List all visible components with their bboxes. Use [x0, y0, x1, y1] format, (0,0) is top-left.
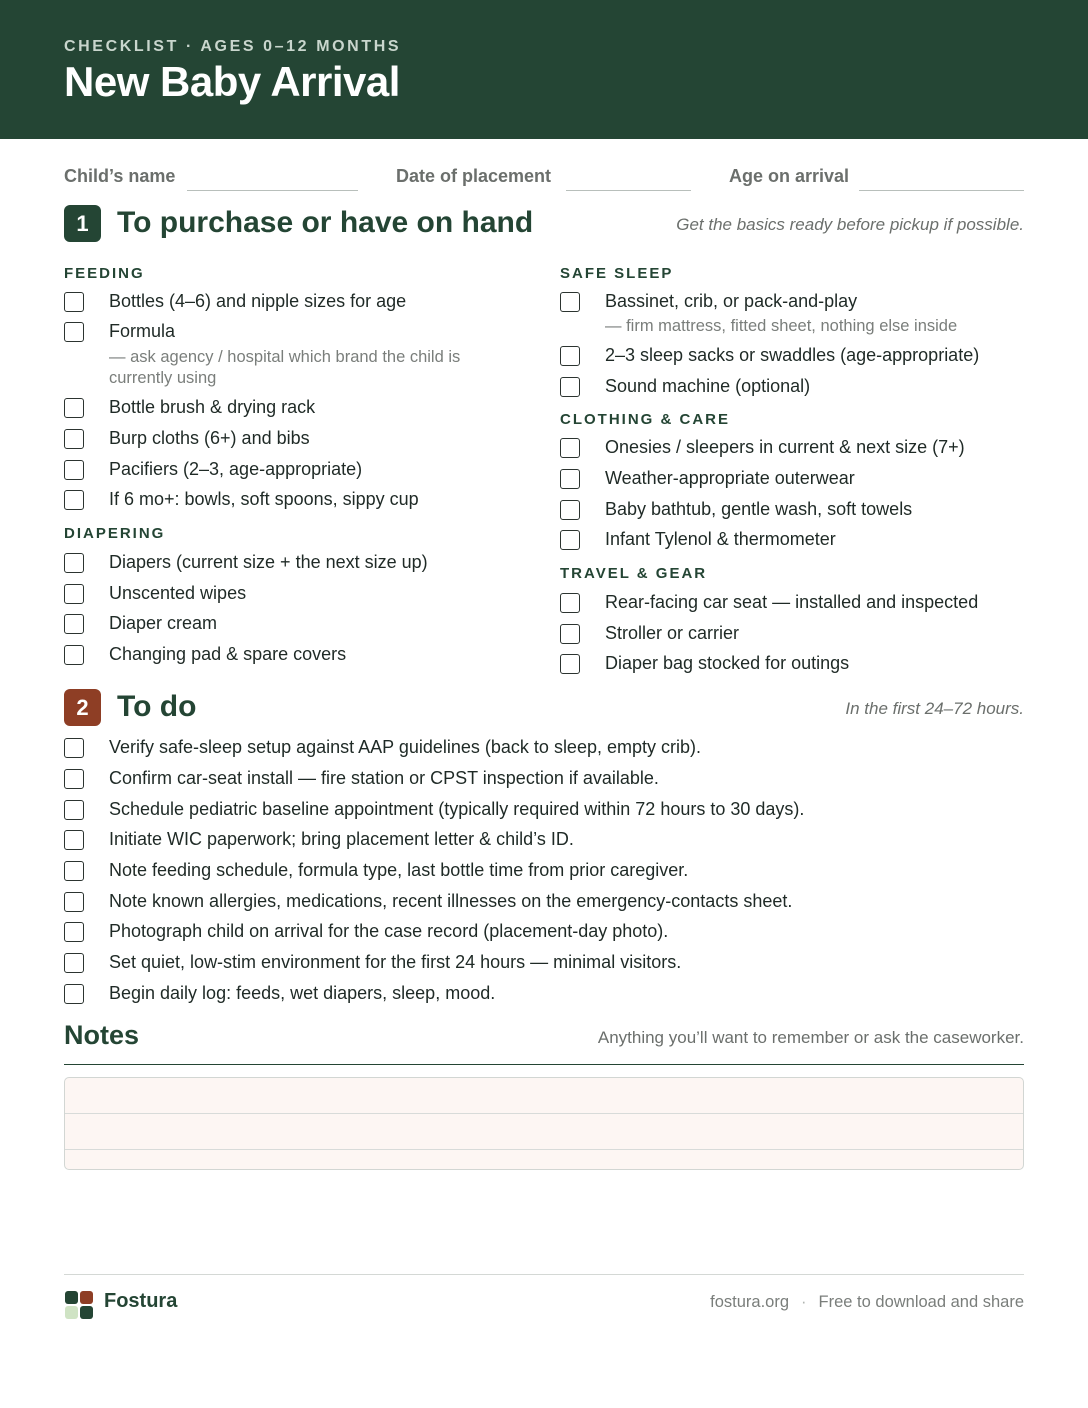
section-1-title: To purchase or have on hand: [117, 206, 534, 239]
item-label: 2–3 sleep sacks or swaddles (age-appropriate): [605, 345, 980, 365]
item-label: Rear-facing car seat — installed and inspected: [605, 592, 979, 612]
item-label: Note feeding schedule, formula type, last bottle time from prior caregiver.: [109, 860, 689, 880]
section-2-title: To do: [117, 690, 197, 723]
item-label: Schedule pediatric baseline appointment (typically required within 72 hours to 30 days).: [109, 799, 805, 819]
item-label: Baby bathtub, gentle wash, soft towels: [605, 499, 913, 519]
section-1-number: 1: [64, 205, 101, 242]
checkbox[interactable]: [64, 738, 84, 758]
age-on-arrival-field[interactable]: [859, 190, 1024, 191]
checkbox[interactable]: [64, 322, 84, 342]
diapering-title: DIAPERING: [64, 525, 166, 542]
section-2-note: In the first 24–72 hours.: [845, 699, 1024, 718]
notes-title: Notes: [64, 1020, 140, 1050]
item-label: Bottles (4–6) and nipple sizes for age: [109, 291, 407, 311]
checkbox[interactable]: [64, 584, 84, 604]
child-name-label: Child’s name: [64, 166, 176, 186]
item-label: Confirm car-seat install — fire station or CPST inspection if available.: [109, 768, 659, 788]
checkbox[interactable]: [64, 984, 84, 1004]
item-label: Sound machine (optional): [605, 376, 811, 396]
page-title: New Baby Arrival: [64, 58, 400, 105]
item-label: Set quiet, low-stim environment for the first 24 hours — minimal visitors.: [109, 952, 682, 972]
checkbox[interactable]: [560, 469, 580, 489]
item-label: Begin daily log: feeds, wet diapers, sleep, mood.: [109, 983, 496, 1003]
item-label: Note known allergies, medications, recent illnesses on the emergency-contacts sheet.: [109, 891, 793, 911]
notes-subtitle: Anything you’ll want to remember or ask the caseworker.: [597, 1028, 1024, 1047]
footer-info: [710, 1293, 1024, 1312]
item-label: Weather-appropriate outerwear: [605, 468, 855, 488]
clothing-title: CLOTHING & CARE: [560, 411, 730, 428]
footer-separator: ·: [801, 1293, 807, 1311]
item-label: Diaper cream: [109, 613, 218, 633]
checkbox[interactable]: [64, 490, 84, 510]
checkbox[interactable]: [64, 645, 84, 665]
section-2-header: [64, 689, 1024, 729]
item-label: Bassinet, crib, or pack-and-play: [605, 291, 858, 311]
item-label: If 6 mo+: bowls, soft spoons, sippy cup: [109, 489, 419, 509]
checkbox[interactable]: [64, 922, 84, 942]
checkbox[interactable]: [560, 292, 580, 312]
checkbox[interactable]: [64, 292, 84, 312]
safe-sleep-title: SAFE SLEEP: [560, 265, 674, 282]
feeding-title: FEEDING: [64, 265, 145, 282]
checkbox[interactable]: [64, 800, 84, 820]
checkbox[interactable]: [560, 346, 580, 366]
checkbox[interactable]: [560, 530, 580, 550]
checkbox[interactable]: [64, 953, 84, 973]
checkbox[interactable]: [64, 429, 84, 449]
checkbox[interactable]: [64, 398, 84, 418]
item-label: Pacifiers (2–3, age-appropriate): [109, 459, 363, 479]
item-label: Burp cloths (6+) and bibs: [109, 428, 310, 448]
item-note: — firm mattress, fitted sheet, nothing else inside: [605, 317, 958, 335]
item-label: Photograph child on arrival for the case record (placement-day photo).: [109, 921, 669, 941]
page-header: [0, 0, 1088, 139]
checkbox[interactable]: [64, 614, 84, 634]
item-label: Verify safe-sleep setup against AAP guidelines (back to sleep, empty crib).: [109, 737, 701, 757]
placement-date-label: Date of placement: [396, 166, 552, 186]
item-label: Diaper bag stocked for outings: [605, 653, 850, 673]
checkbox[interactable]: [560, 624, 580, 644]
checkbox[interactable]: [64, 460, 84, 480]
header-eyebrow: CHECKLIST · AGES 0–12 MONTHS: [64, 38, 402, 55]
footer-site-link[interactable]: fostura.org: [710, 1293, 790, 1311]
item-label: Changing pad & spare covers: [109, 644, 347, 664]
age-on-arrival-label: Age on arrival: [729, 166, 850, 186]
item-note: currently using: [109, 369, 217, 387]
brand-name: Fostura: [104, 1290, 178, 1312]
checkbox[interactable]: [64, 892, 84, 912]
notes-area[interactable]: [64, 1077, 1024, 1170]
checkbox[interactable]: [560, 593, 580, 613]
section-1-header: [64, 205, 1024, 245]
item-label: Formula: [109, 321, 176, 341]
placement-date-field[interactable]: [566, 190, 691, 191]
checkbox[interactable]: [560, 500, 580, 520]
checkbox[interactable]: [64, 861, 84, 881]
item-label: Initiate WIC paperwork; bring placement letter & child’s ID.: [109, 829, 574, 849]
checkbox[interactable]: [64, 769, 84, 789]
checkbox[interactable]: [560, 438, 580, 458]
notes-line: [65, 1113, 1023, 1114]
info-fields: [64, 166, 1024, 196]
checkbox[interactable]: [64, 830, 84, 850]
travel-title: TRAVEL & GEAR: [560, 565, 708, 582]
checkbox[interactable]: [64, 553, 84, 573]
section-2-number: 2: [64, 689, 101, 726]
item-label: Diapers (current size + the next size up): [109, 552, 428, 572]
item-label: Bottle brush & drying rack: [109, 397, 316, 417]
item-label: Unscented wipes: [109, 583, 247, 603]
section-1-note: Get the basics ready before pickup if possible.: [676, 215, 1024, 234]
item-label: Stroller or carrier: [605, 623, 740, 643]
footer-tagline: Free to download and share: [818, 1293, 1024, 1311]
item-label: Onesies / sleepers in current & next size (7+): [605, 437, 965, 457]
checkbox[interactable]: [560, 377, 580, 397]
item-note: — ask agency / hospital which brand the child is: [109, 348, 461, 366]
checkbox[interactable]: [560, 654, 580, 674]
footer-divider: [64, 1274, 1024, 1275]
child-name-field[interactable]: [187, 190, 358, 191]
item-label: Infant Tylenol & thermometer: [605, 529, 836, 549]
notes-header: [64, 1020, 1024, 1065]
brand-logo-icon: [65, 1291, 93, 1319]
notes-line: [65, 1149, 1023, 1150]
